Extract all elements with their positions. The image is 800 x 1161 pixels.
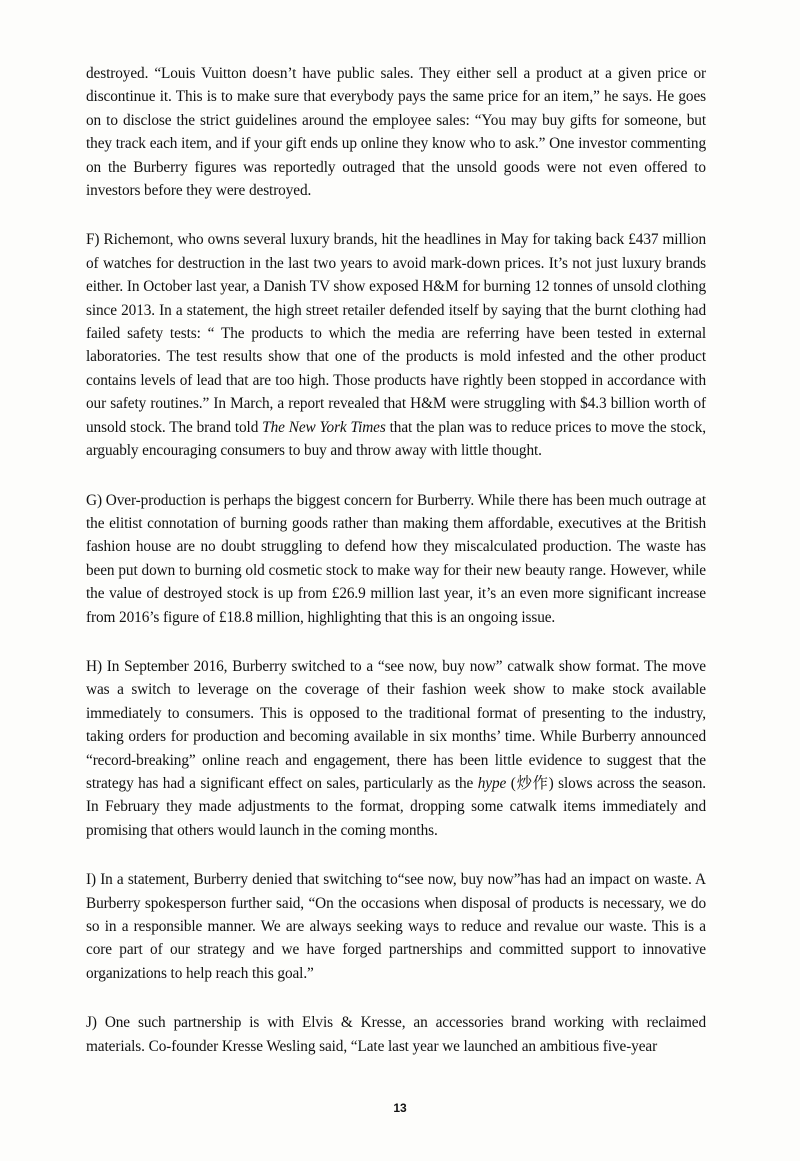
paragraph-text: G) Over-production is perhaps the biggest concern for Burberry. While there has been much outrage at the elitist connotation of burning goods rather than making them affordable, executives at the British fashion house are no doubt struggling to defend how they miscalculated production. The waste has been put down to burning old cosmetic stock to make way for their new beauty range. However, while the value of destroyed stock is up from £26.9 million last year, it’s an even more significant increase from 2016’s figure of £18.8 million, highlighting that this is an ongoing issue.: [86, 491, 706, 626]
paragraph-text: J) One such partnership is with Elvis & Kresse, an accessories brand working with reclaimed materials. Co-founder Kresse Wesling said, “Late last year we launched an ambitious five-year: [86, 1014, 706, 1055]
paragraph-j: [86, 1011, 706, 1058]
paragraph-i: [86, 868, 706, 985]
paragraph-text: destroyed. “Louis Vuitton doesn’t have public sales. They either sell a product at a given price or discontinue it. This is to make sure that everybody pays the same price for an item,” he says. He goes on to disclose the strict guidelines around the employee sales: “You may buy gifts for someone, but they track each item, and if your gift ends up online they know who to ask.” One investor commenting on the Burberry figures was reportedly outraged that the unsold goods were not even offered to investors before they were destroyed.: [86, 65, 706, 200]
paragraph-text: H) In September 2016, Burberry switched to a “see now, buy now” catwalk show format. The move was a switch to leverage on the coverage of their fashion week show to make stock available immediately to consumers. This is opposed to the traditional format of presenting to the industry, taking orders for production and becoming available in six months’ time. While Burberry announced “record-breaking” online reach and engagement, there has been little evidence to suggest that the strategy has had a significant effect on sales, particularly as the: [86, 657, 706, 792]
paragraph-g: [86, 489, 706, 629]
paragraph-text: I) In a statement, Burberry denied that switching to“see now, buy now”has had an impact on waste. A Burberry spokesperson further said, “On the occasions when disposal of products is necessary, we do so in a responsible manner. We are always seeking ways to reduce and revalue our waste. This is a core part of our strategy and we have forged partnerships and committed support to innovative organizations to help reach this goal.”: [86, 871, 706, 982]
paragraph-text: F) Richemont, who owns several luxury brands, hit the headlines in May for taking back £437 million of watches for destruction in the last two years to avoid mark-down prices. It’s not just luxury brands either. In October last year, a Danish TV show exposed H&M for burning 12 tonnes of unsold clothing since 2013. In a statement, the high street retailer defended itself by saying that the burnt clothing had failed safety tests: “ The products to which the media are referring have been tested in external laboratories. The test results show that one of the products is mold infested and the other product contains levels of lead that are too high. Those products have rightly been stopped in accordance with our safety routines.” In March, a report revealed that H&M were struggling with $4.3 billion worth of unsold stock. The brand told: [86, 231, 706, 436]
newspaper-title: The New York Times: [262, 418, 386, 436]
paragraph-e-continued: [86, 62, 706, 202]
paragraph-text: that the plan was to reduce prices to move the stock, arguably encouraging consumers to buy and throw away with little thought.: [86, 418, 707, 460]
document-body: [86, 62, 706, 1084]
paragraph-h: [86, 655, 706, 842]
paragraph-text: (炒作) slows across the season. In February they made adjustments to the format, dropping some catwalk items immediately and promising that others would launch in the coming months.: [86, 774, 706, 839]
glossed-term: hype: [477, 774, 507, 792]
page-number: 13: [393, 1101, 407, 1115]
paragraph-f: [86, 228, 706, 462]
